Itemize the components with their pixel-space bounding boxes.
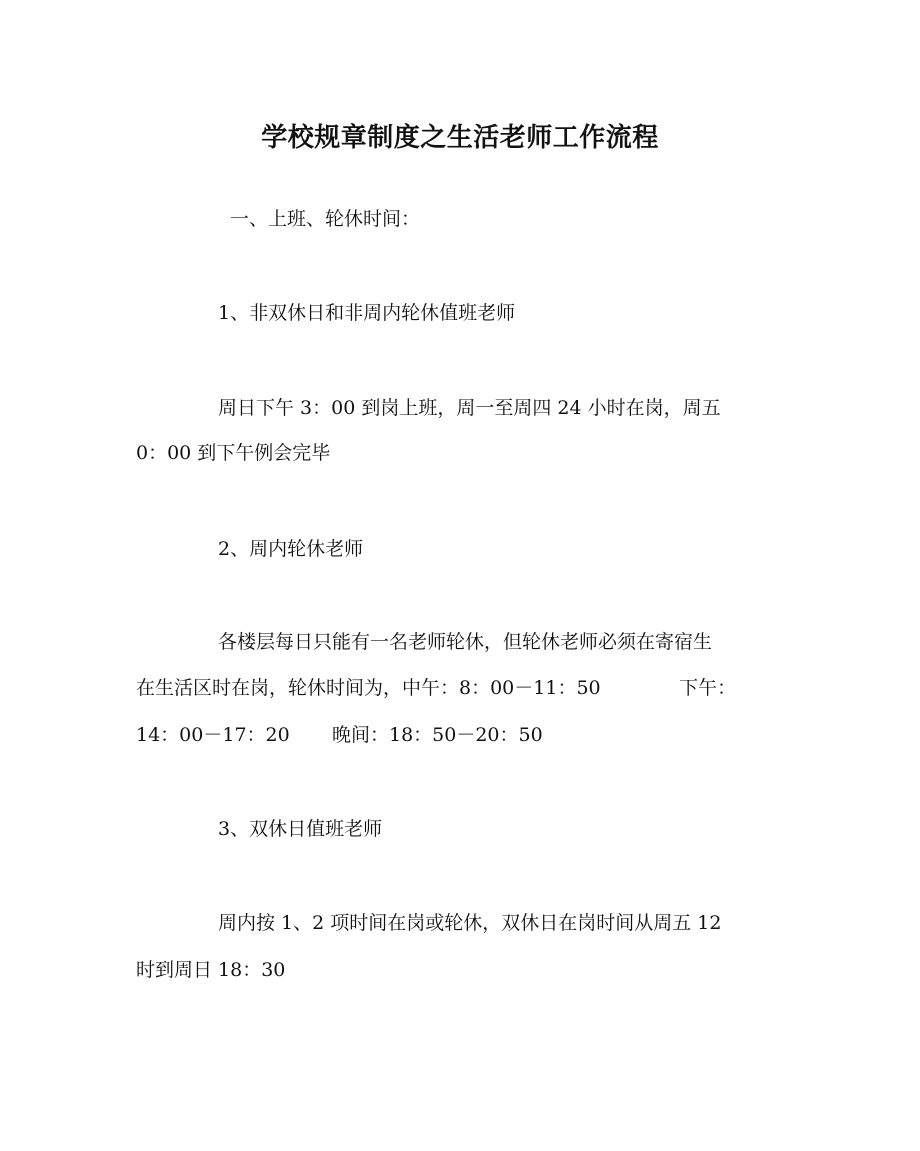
item3-text-line2: 时到周日 18：30 bbox=[136, 959, 286, 981]
item1-text-line2: 0：00 到下午例会完毕 bbox=[136, 442, 331, 464]
item1-heading: 1、非双休日和非周内轮休值班老师 bbox=[218, 302, 516, 324]
item2-text-line1: 各楼层每日只能有一名老师轮休，但轮休老师必须在寄宿生 bbox=[218, 631, 713, 653]
item2-text-line3: 14：00－17：20 晚间：18：50－20：50 bbox=[136, 724, 543, 746]
document-title: 学校规章制度之生活老师工作流程 bbox=[261, 123, 659, 153]
section-heading: 一、上班、轮休时间： bbox=[230, 208, 421, 230]
item3-heading: 3、双休日值班老师 bbox=[218, 818, 383, 840]
item3-text-line1: 周内按 1、2 项时间在岗或轮休，双休日在岗时间从周五 12 bbox=[218, 912, 722, 934]
item2-text-line2: 在生活区时在岗，轮休时间为，中午：8：00－11：50 下午： bbox=[136, 677, 737, 699]
item2-heading: 2、周内轮休老师 bbox=[218, 538, 364, 560]
item1-text-line1: 周日下午 3：00 到岗上班，周一至周四 24 小时在岗，周五 bbox=[218, 397, 721, 419]
